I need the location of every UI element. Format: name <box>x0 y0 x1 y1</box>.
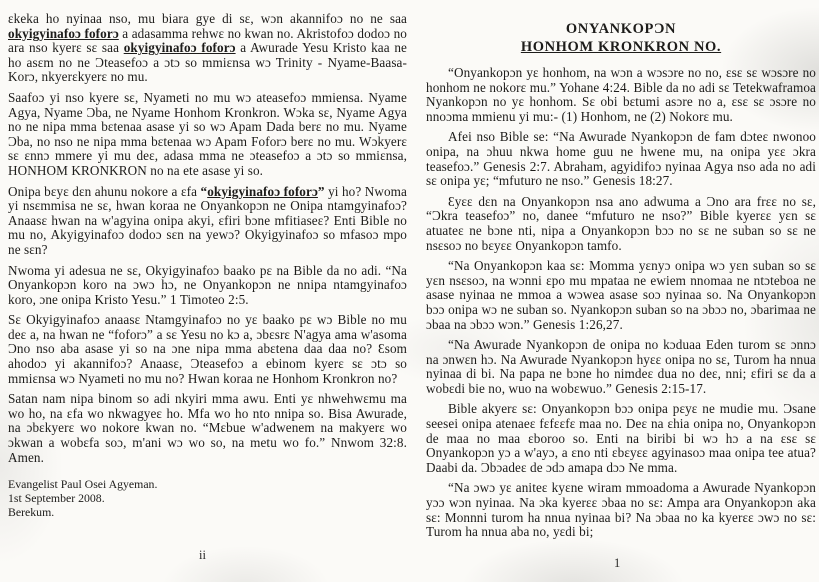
paragraph <box>426 130 816 188</box>
publication-place: Berekum. <box>8 505 55 520</box>
body-text: a adasamma rehwɛ no kwan no. Akristofoɔ dodoɔ no ara nso kyerɛ sɛ saa <box>8 25 407 56</box>
paragraph <box>426 195 816 253</box>
publication-date: 1st September 2008. <box>8 491 105 506</box>
body-text: “Onyankopɔn yɛ honhom, na wɔn a wɔsɔre no no, ɛsɛ sɛ wɔsɔre no honhom ne nokorɛ mu.” Yohane 4:24. Bible da no adi sɛ Tetekwaframoa Nyankopɔn no yɛ honhom. Sɛ obi bɛtumi asɔre no a, ɛsɛ sɛ ɔsɔre no nnoɔma mmienu yi mu:- (1) Honhom, ne (2) Nokorɛ mu. <box>426 65 816 124</box>
paragraph <box>426 481 816 539</box>
chapter-title-line1: ONYANKOPƆN <box>565 21 677 37</box>
paragraph <box>426 402 816 475</box>
body-text: “Na Awurade Nyankopɔn de onipa no kɔduaa Eden turom sɛ ɔnnɔ na ɔnwɛn hɔ. Na Awurade Nyankopɔn hyɛɛ onipa no sɛ, Turom ha nnua nyinaa di bi. Na papa ne bɔne ho nimdeɛ dua no deɛ, nni; ɛfiri sɛ da a wobɛdi bie no, wuo na wobɛwuo.” Genesis 2:15-17. <box>426 337 816 396</box>
left-page-body <box>8 12 407 465</box>
body-text: Nwoma yi adesua ne sɛ, Okyigyinafoɔ baako pɛ na Bible da no adi. “Na Onyankopɔn koro na ɔwɔ hɔ, ne Onyankopɔn ne nnipa ntamgyinafoɔ koro, ɔne onipa Kristo Yesu.” 1 Timoteo 2:5. <box>8 262 407 307</box>
emphasized-text: okyigyinafoɔ foforɔ <box>123 40 236 56</box>
emphasized-text: okyigyinafoɔ foforɔ <box>207 183 318 199</box>
body-text: a Awurade Yesu Kristo kaa ne ho asɛm no ne Ɔteasefoɔ a ɔtɔ so mmiɛnsa wɔ Trinity - Nyame-Baasa-Korɔ, nkyerɛkyerɛ no mu. <box>8 40 407 85</box>
emphasized-text: okyigyinafoɔ foforɔ <box>8 25 119 41</box>
paragraph <box>426 338 816 396</box>
left-page <box>8 12 407 519</box>
body-text: ɛkeka ho nyinaa nso, mu biara gye di sɛ, wɔn akannifoɔ no ne saa <box>8 11 407 26</box>
paragraph <box>426 66 816 124</box>
right-page-number: 1 <box>614 556 621 570</box>
emphasized-text: ” <box>317 183 325 199</box>
body-text: Sɛ Okyigyinafoɔ anaasɛ Ntamgyinafoɔ no yɛ baako pɛ wɔ Bible no mu deɛ a, na hwan ne “foforɔ” a sɛ Yesu no kɔ a, ɔbɛsrɛ N'agya ama w'asoma Ɔno nso aba asase yi so na ɔne nipa mma abɛtena daa daa no? Ɛsom ahodoɔ yi akannifoɔ? Anaasɛ, Ɔteasefoɔ a ebinom kyerɛ sɛ ɔtɔ so mmiɛnsa wɔ Nyameti no mu no? Hwan koraa ne Honhom Kronkron no? <box>8 312 407 386</box>
paragraph <box>8 392 407 465</box>
body-text: “Na Onyankopɔn kaa sɛ: Momma yɛnyɔ onipa wɔ yɛn suban so sɛ yɛn nsɛsoɔ, na wɔnni ɛpo mu mpataa ne ewiem nnomaa ne ntɔteboa ne asase nyinaa ne mmoa a wɔwea asase soɔ nyinaa so. Na Onyankopɔn bɔɔ onipa wɔ ne suban so. Nyankopɔn suban so na ɔbɔɔ no, ɔbarimaa ne ɔbaa na ɔbɔɔ wɔn.” Genesis 1:26,27. <box>426 258 816 332</box>
body-text: Saafoɔ yi nso kyere sɛ, Nyameti no mu wɔ ateasefoɔ mmiensa. Nyame Agya, Nyame Ɔba, ne Nyame Honhom Kronkron. Wɔka sɛ, Nyame Agya no ne nipa mma bɛtenaa asase yi so wɔ Apam Dada berɛ no mu. Nyame Ɔba, no nso ne nipa mma bɛtenaa wɔ Apam Foforɔ berɛ no mu. Wɔkyerɛ sɛ ɛnnɔ mmere yi mu deɛ, adasa mma ne ɔteasefoɔ a ɔtɔ so mmiɛnsa, HONHOM KRONKRON no na ete asase yi so. <box>8 89 407 178</box>
chapter-title <box>426 20 816 56</box>
body-text: yi ho? Nwoma yi nsɛmmisa ne sɛ, hwan koraa ne Onyankopɔn ne Onipa ntamgyinafoɔ? Anaasɛ hwan na w'agyina onipa akyi, ɛfiri bɔne mfitiaseɛ? Enti Bible no mu no, Akyigyinafoɔ dodoɔ sɛn na yewɔ? Okyigyinafoɔ so mfasoɔ mpo ne sɛn? <box>8 183 407 257</box>
right-page-body <box>426 66 816 540</box>
paragraph <box>8 91 407 179</box>
body-text: “Na ɔwɔ yɛ aniteɛ kyɛne wiram mmoadoma a Awurade Nyankopɔn yɔɔ wɔn nyinaa. Na ɔka kyerɛɛ ɔbaa no sɛ: Ampa ara Onyankopɔn aka sɛ: Monnni turom ha nnua nyinaa bi? Na ɔbaa no ka kyerɛɛ ɔwɔ no sɛ: Turom ha nnua aba no, yɛdi bi; <box>426 480 816 540</box>
body-text: Ɛyɛɛ dɛn na Onyankopɔn nsa ano adwuma a Ɔno ara frɛɛ no sɛ, “Ɔkra teasefoɔ” no, danee “mfuturo ne nso?” Bible kyerɛɛ yɛn sɛ atuateɛ ne bɔne nti, nipa a Onyankopɔn bɔɔ no sɛ ne suban so sɛ ne nsɛsoɔ no bɛyɛɛ Onyankopɔn tamfo. <box>426 193 816 253</box>
chapter-title-line2: HONHOM KRONKRON NO. <box>520 39 722 55</box>
paragraph <box>426 259 816 332</box>
paragraph <box>8 313 407 386</box>
paragraph <box>8 185 407 258</box>
right-page <box>426 14 816 546</box>
body-text: Onipa bɛyɛ dɛn ahunu nokore a ɛfa <box>8 183 201 199</box>
emphasized-text: “ <box>200 183 208 199</box>
author-footer <box>8 477 407 519</box>
paragraph <box>8 264 407 308</box>
body-text: Satan nam nipa binom so adi nkyiri mma awu. Enti yɛ nhwehwɛmu ma wo ho, na ɛfa wo nkwagyeɛ ho. Mfa wo ho nto nnipa so. Bisa Awurade, na ɔbɛkyerɛ wo nokore kwan no. “Mɛbue w'adwenem na makyerɛ wo ɔkwan a wobɛfa soɔ, m'ani wɔ wo so, na metu wo fo.” Nnwom 32:8. Amen. <box>8 391 407 465</box>
body-text: Afei nso Bible se: “Na Awurade Nyankopɔn de fam dɔteɛ nwonoo onipa, na ɔhuu nkwa home guu ne hwene mu, na onipa yɛɛ ɔkra teasefoɔ.” Genesis 2:7. Abraham, agyidifoɔ nyinaa Agya nso ada no adi sɛ onipa yɛ; “mfuturo ne nso.” Genesis 18:27. <box>426 129 816 189</box>
paragraph <box>8 12 407 85</box>
left-page-number: ii <box>199 548 206 562</box>
body-text: Bible akyerɛ sɛ: Onyankopɔn bɔɔ onipa pɛyɛ ne mudie mu. Ɔsane seesei onipa atenaeɛ fɛfɛɛfɛ maa no. Deɛ na ɛhia onipa no, Onyankopɔn de maa no maa ɛboroo so. Enti na biribi bi wɔ hɔ a na ɛsɛ sɛ Onyankopɔn yɔ a w'ayɔ, a ɛno nti ɛbɛyɛɛ agyinasoɔ maa onipa tee atua? Daabi da. Ɔbɔadeɛ de ɔdɔ amapa dɔɔ Ne mma. <box>426 401 816 475</box>
author-name: Evangelist Paul Osei Agyeman. <box>8 477 158 492</box>
